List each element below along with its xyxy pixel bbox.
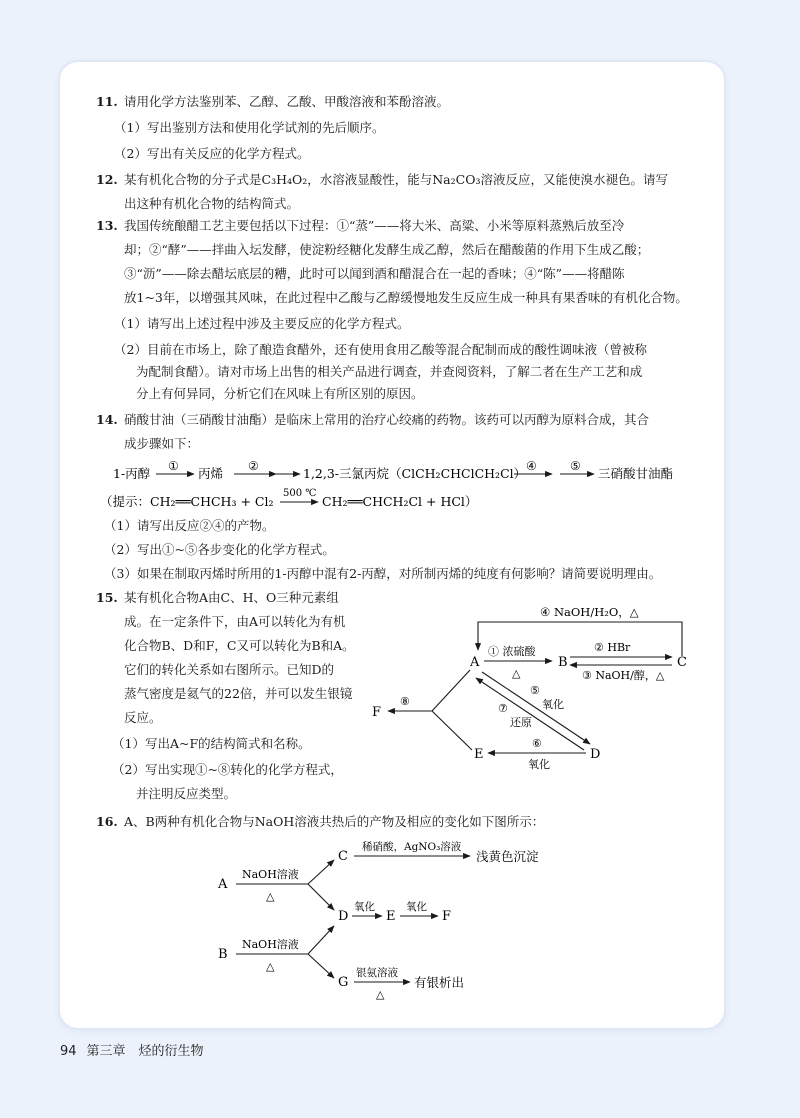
q15-conversion-diagram <box>370 598 710 798</box>
synthesis-scheme <box>100 456 720 514</box>
question-15: 15. 某有机化合物A由C、H、O三种元素组 <box>96 590 339 605</box>
question-13-sub-2a: （2）目前在市场上，除了酿造食醋外，还有使用食用乙酸等混合配制而成的酸性调味液（曾被称 <box>114 342 647 357</box>
page-number: 94 <box>60 1044 77 1059</box>
question-13-sub-1: （1）请写出上述过程中涉及主要反应的化学方程式。 <box>114 316 410 331</box>
question-15-sub-2b: 并注明反应类型。 <box>136 786 237 801</box>
label-C-result: 浅黄色沉淀 <box>476 849 539 864</box>
question-13-line-4: 放1~3年，以增强其风味，在此过程中乙酸与乙醇缓慢地发生反应生成一种具有果香味的有机化合物。 <box>124 290 688 305</box>
node-B: B <box>218 947 228 962</box>
label-A-delta: △ <box>266 890 275 903</box>
scheme-step-4: ④ <box>526 459 537 473</box>
scheme-mid-2: 1,2,3-三氯丙烷（ClCH₂CHClCH₂Cl） <box>303 466 527 481</box>
scheme-step-2: ② <box>248 459 259 473</box>
label-A-naoh: NaOH溶液 <box>242 868 299 881</box>
question-16: 16. A、B两种有机化合物与NaOH溶液共热后的产物及相应的变化如下图所示： <box>96 814 545 829</box>
question-11-sub-2: （2）写出有关反应的化学方程式。 <box>114 146 310 161</box>
scheme-step-5: ⑤ <box>570 459 581 473</box>
question-15-line-5: 蒸气密度是氦气的22倍，并可以发生银镜 <box>124 686 353 701</box>
question-16-text: A、B两种有机化合物与NaOH溶液共热后的产物及相应的变化如下图所示： <box>124 814 545 829</box>
question-14-sub-2: （2）写出①~⑤各步变化的化学方程式。 <box>104 542 335 557</box>
scheme-mid-1: 丙烯 <box>198 466 224 481</box>
question-15-line-3: 化合物B、D和F，C又可以转化为B和A。 <box>124 638 355 653</box>
label-G-result: 有银析出 <box>414 975 465 990</box>
label-E-oxidation: 氧化 <box>406 901 427 913</box>
scheme-step-1: ① <box>168 459 179 473</box>
label-r5: ⑤ <box>530 684 540 697</box>
question-15-line-4: 它们的转化关系如右图所示。已知D的 <box>124 662 335 677</box>
page-footer <box>60 1040 204 1059</box>
label-r1: ① 浓硫酸 <box>488 645 536 658</box>
label-r3: ③ NaOH/醇，△ <box>582 669 665 682</box>
question-12-line-1: 某有机化合物的分子式是C₃H₄O₂，水溶液显酸性，能与Na₂CO₃溶液反应，又能使溴水褪色。请写 <box>124 172 668 187</box>
chapter-title: 第三章 烃的衍生物 <box>86 1044 204 1059</box>
question-11-text: 请用化学方法鉴别苯、乙醇、乙酸、甲酸溶液和苯酚溶液。 <box>124 94 450 109</box>
label-D-oxidation: 氧化 <box>354 901 375 913</box>
label-r8: ⑧ <box>400 695 410 708</box>
label-r7: ⑦ <box>498 702 508 715</box>
node-B: B <box>558 655 568 670</box>
question-14: 14. 硝酸甘油（三硝酸甘油酯）是临床上常用的治疗心绞痛的药物。该药可以丙醇为原料合成，其合 <box>96 412 650 427</box>
question-15-sub-2a: （2）写出实现①~⑧转化的化学方程式， <box>112 762 343 777</box>
hint-prefix: （提示：CH₂══CHCH₃ + Cl₂ <box>100 494 274 509</box>
question-15-line-6: 反应。 <box>124 710 162 725</box>
label-r6-oxidation: 氧化 <box>528 758 550 771</box>
question-14-sub-1: （1）请写出反应②④的产物。 <box>104 518 275 533</box>
label-G-reagent: 银氨溶液 <box>356 967 398 979</box>
node-E: E <box>386 909 396 924</box>
label-C-reagent: 稀硝酸，AgNO₃溶液 <box>362 841 462 853</box>
node-G: G <box>338 975 349 990</box>
label-r2: ② HBr <box>594 641 631 654</box>
label-r5-oxidation: 氧化 <box>542 698 564 711</box>
line-B-to-G <box>308 954 334 978</box>
question-13-sub-2b: 为配制食醋）。请对市场上出售的相关产品进行调查，并查阅资料，了解二者在生产工艺和成 <box>136 364 643 379</box>
node-A: A <box>218 877 228 892</box>
line-B-to-D <box>308 926 334 954</box>
question-15-line-1: 某有机化合物A由C、H、O三种元素组 <box>124 590 339 605</box>
label-r6: ⑥ <box>532 737 542 750</box>
node-D: D <box>338 909 349 924</box>
label-r1-delta: △ <box>512 667 521 680</box>
node-D: D <box>590 747 601 762</box>
question-11: 11. 请用化学方法鉴别苯、乙醇、乙酸、甲酸溶液和苯酚溶液。 <box>96 94 450 109</box>
line-A-to-C <box>308 860 334 884</box>
node-E: E <box>474 747 484 762</box>
node-C: C <box>338 849 348 864</box>
node-F: F <box>442 909 452 924</box>
question-13: 13. 我国传统酿醋工艺主要包括以下过程：①“蒸”——将大米、高粱、小米等原料蒸熟后放至冷 <box>96 218 625 233</box>
hint-condition: 500 ℃ <box>283 488 317 499</box>
node-C: C <box>677 655 687 670</box>
label-r7-reduction: 还原 <box>510 716 532 729</box>
line-E-branch <box>432 711 472 750</box>
label-B-naoh: NaOH溶液 <box>242 938 299 951</box>
question-13-sub-2c: 分上有何异同，分析它们在风味上有所区别的原因。 <box>136 386 424 401</box>
label-r4: ④ NaOH/H₂O，△ <box>540 605 639 619</box>
question-13-line-3: ③“沥”——除去醋坛底层的糟，此时可以闻到酒和醋混合在一起的香味；④“陈”——将醋陈 <box>124 266 625 281</box>
hint-suffix: CH₂══CHCH₂Cl + HCl） <box>322 494 478 509</box>
scheme-end: 三硝酸甘油酯 <box>598 466 674 481</box>
q16-conversion-diagram <box>214 836 594 1006</box>
question-15-line-2: 成。在一定条件下，由A可以转化为有机 <box>124 614 346 629</box>
question-14-line-1: 硝酸甘油（三硝酸甘油酯）是临床上常用的治疗心绞痛的药物。该药可以丙醇为原料合成，其合 <box>124 412 650 427</box>
scheme-start: 1-丙醇 <box>113 466 151 481</box>
question-15-sub-1: （1）写出A~F的结构简式和名称。 <box>112 736 311 751</box>
node-A: A <box>470 655 480 670</box>
question-12-line-2: 出这种有机化合物的结构简式。 <box>124 196 300 211</box>
line-A-branch <box>432 670 470 711</box>
question-13-line-2: 却；②“酵”——拌曲入坛发酵，使淀粉经糖化发酵生成乙醇，然后在醋酸菌的作用下生成乙酸； <box>124 242 650 257</box>
question-11-sub-1: （1）写出鉴别方法和使用化学试剂的先后顺序。 <box>114 120 385 135</box>
node-F: F <box>372 705 382 720</box>
line-A-to-D <box>308 884 334 910</box>
label-G-delta: △ <box>376 988 385 1001</box>
question-12: 12. 某有机化合物的分子式是C₃H₄O₂，水溶液显酸性，能与Na₂CO₃溶液反应，又能使溴水褪色。请写 <box>96 172 668 187</box>
question-13-line-1: 我国传统酿醋工艺主要包括以下过程：①“蒸”——将大米、高粱、小米等原料蒸熟后放至冷 <box>124 218 625 233</box>
label-B-delta: △ <box>266 960 275 973</box>
question-14-line-2: 成步骤如下： <box>124 436 200 451</box>
question-14-sub-3: （3）如果在制取丙烯时所用的1-丙醇中混有2-丙醇，对所制丙烯的纯度有何影响？请简要说明理由。 <box>104 566 662 581</box>
